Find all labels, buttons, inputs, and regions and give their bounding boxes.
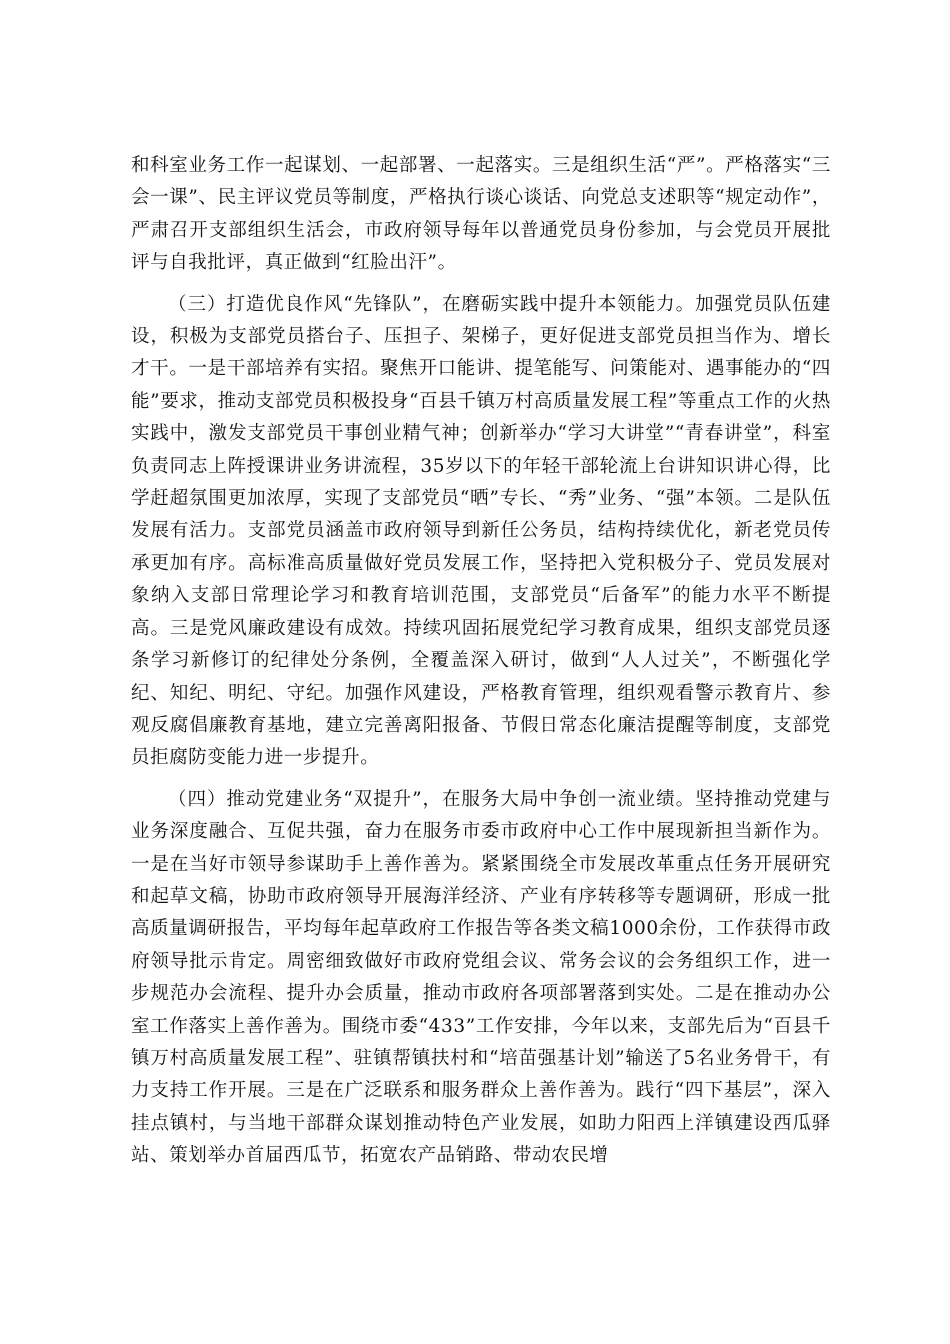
paragraph-section-three: （三）打造优良作风“先锋队”，在磨砺实践中提升本领能力。加强党员队伍建设，积极为支部党员搭台子、压担子、架梯子，更好促进支部党员担当作为、增长才干。一是干部培养有实招。聚焦开口能讲、提笔能写、问策能对、遇事能办的“四能”要求，推动支部党员积极投身“百县千镇万村高质量发展工程”等重点工作的火热实践中，激发支部党员干事创业精气神；创新举办“学习大讲堂”“青春讲堂”，科室负责同志上阵授课讲业务讲流程，35岁以下的年轻干部轮流上台讲知识讲心得，比学赶超氛围更加浓厚，实现了支部党员“晒”专长、“秀”业务、“强”本领。二是队伍发展有活力。支部党员涵盖市政府领导到新任公务员，结构持续优化，新老党员传承更加有序。高标准高质量做好党员发展工作，坚持把入党积极分子、党员发展对象纳入支部日常理论学习和教育培训范围，支部党员“后备军”的能力水平不断提高。三是党风廉政建设有成效。持续巩固拓展党纪学习教育成果，组织支部党员逐条学习新修订的纪律处分条例，全覆盖深入研讨，做到“人人过关”，不断强化学纪、知纪、明纪、守纪。加强作风建设，严格教育管理，组织观看警示教育片、参观反腐倡廉教育基地，建立完善离阳报备、节假日常态化廉洁提醒等制度，支部党员拒腐防变能力进一步提升。 [131,293,831,769]
document-page [131,150,831,1182]
paragraph-continuation: 和科室业务工作一起谋划、一起部署、一起落实。三是组织生活“严”。严格落实“三会一课”、民主评议党员等制度，严格执行谈心谈话、向党总支述职等“规定动作”，严肃召开支部组织生活会，市政府领导每年以普通党员身份参加，与会党员开展批评与自我批评，真正做到“红脸出汗”。 [131,155,831,274]
paragraph-section-four: （四）推动党建业务“双提升”，在服务大局中争创一流业绩。坚持推动党建与业务深度融合、互促共强，奋力在服务市委市政府中心工作中展现新担当新作为。一是在当好市领导参谋助手上善作善为。紧紧围绕全市发展改革重点任务开展研究和起草文稿，协助市政府领导开展海洋经济、产业有序转移等专题调研，形成一批高质量调研报告，平均每年起草政府工作报告等各类文稿1000余份，工作获得市政府领导批示肯定。周密细致做好市政府党组会议、常务会议的会务组织工作，进一步规范办会流程、提升办会质量，推动市政府各项部署落到实处。二是在推动办公室工作落实上善作善为。围绕市委“433”工作安排，今年以来，支部先后为“百县千镇万村高质量发展工程”、驻镇帮镇扶村和“培苗强基计划”输送了5名业务骨干，有力支持工作开展。三是在广泛联系和服务群众上善作善为。践行“四下基层”，深入挂点镇村，与当地干部群众谋划推动特色产业发展，如助力阳西上洋镇建设西瓜驿站、策划举办首届西瓜节，拓宽农产品销路、带动农民增 [131,788,831,1167]
